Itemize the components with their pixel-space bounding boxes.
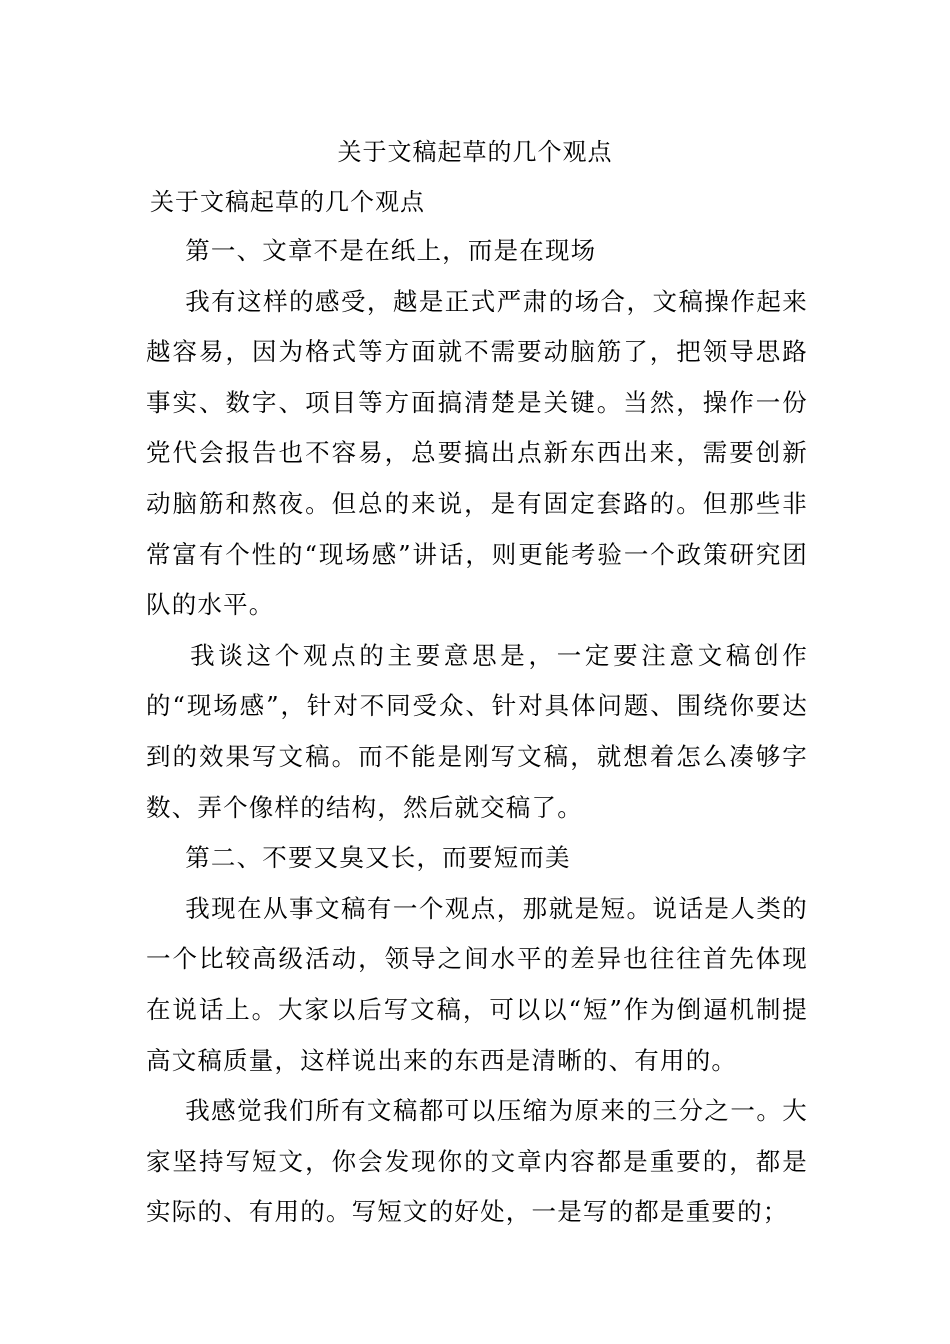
paragraph-4: 我感觉我们所有文稿都可以压缩为原来的三分之一。大家坚持写短文，你会发现你的文章内容都是重要的，都是实际的、有用的。写短文的好处，一是写的都是重要的； <box>146 1096 808 1227</box>
document-body <box>146 226 808 1238</box>
paragraph-1: 我有这样的感受，越是正式严肃的场合，文稿操作起来越容易，因为格式等方面就不需要动脑筋了，把领导思路事实、数字、项目等方面搞清楚是关键。当然，操作一份党代会报告也不容易，总要搞出点新东西出来，需要创新动脑筋和熬夜。但总的来说，是有固定套路的。但那些非常富有个性的“现场感”讲话，则更能考验一个政策研究团队的水平。 <box>146 286 808 620</box>
section-heading-2: 第二、不要又臭又长，而要短而美 <box>185 843 571 873</box>
section-heading-1: 第一、文章不是在纸上，而是在现场 <box>185 236 597 265</box>
document-subtitle: 关于文稿起草的几个观点 <box>150 188 425 216</box>
paragraph-3: 我现在从事文稿有一个观点，那就是短。说话是人类的一个比较高级活动，领导之间水平的差异也往往首先体现在说话上。大家以后写文稿，可以以“短”作为倒逼机制提高文稿质量，这样说出来的东西是清晰的、有用的。 <box>146 893 808 1075</box>
paragraph-2: 我谈这个观点的主要意思是，一定要注意文稿创作的“现场感”，针对不同受众、针对具体问题、围绕你要达到的效果写文稿。而不能是刚写文稿，就想着怎么凑够字数、弄个像样的结构，然后就交稿了。 <box>146 640 808 822</box>
document-title: 关于文稿起草的几个观点 <box>337 138 613 166</box>
